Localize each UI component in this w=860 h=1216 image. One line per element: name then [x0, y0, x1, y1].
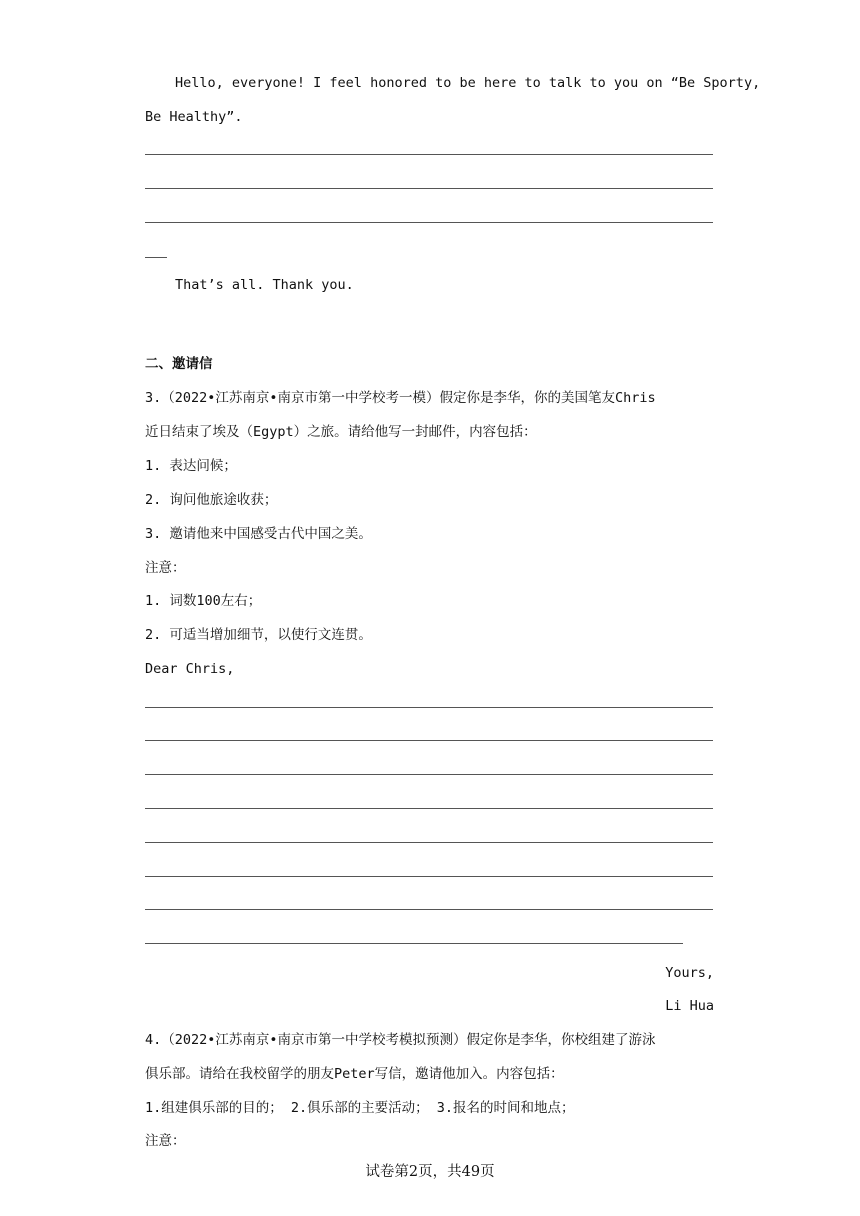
q3-note-1: 1. 词数100左右；: [145, 593, 262, 609]
answer-line: [145, 808, 713, 809]
page-footer: 试卷第2页，共49页: [365, 1164, 495, 1180]
q3-sign-off: Yours,: [665, 965, 714, 981]
section-heading: 二、邀请信: [145, 356, 213, 372]
answer-line-short: [145, 257, 167, 258]
q3-prompt-line2: 近日结束了埃及（Egypt）之旅。请给他写一封邮件，内容包括：: [145, 424, 537, 440]
speech-opening-line2: Be Healthy”.: [145, 109, 243, 125]
answer-line: [145, 774, 713, 775]
q3-salutation: Dear Chris,: [145, 661, 235, 677]
q3-note-2: 2. 可适当增加细节，以使行文连贯。: [145, 627, 372, 643]
answer-line: [145, 222, 713, 223]
answer-line: [145, 707, 713, 708]
answer-line: [145, 188, 713, 189]
speech-opening-line1: Hello, everyone! I feel honored to be here to talk to you on “Be Sporty,: [175, 75, 761, 91]
answer-line: [145, 876, 713, 877]
answer-line: [145, 943, 683, 944]
q3-signature: Li Hua: [665, 998, 714, 1014]
answer-line: [145, 909, 713, 910]
q4-requirements: 1.组建俱乐部的目的； 2.俱乐部的主要活动； 3.报名的时间和地点；: [145, 1100, 575, 1116]
answer-line: [145, 842, 713, 843]
q3-prompt-line1: 3.（2022•江苏南京•南京市第一中学校考一模）假定你是李华，你的美国笔友Chris: [145, 390, 656, 406]
answer-line: [145, 154, 713, 155]
q4-prompt-line2: 俱乐部。请给在我校留学的朋友Peter写信，邀请他加入。内容包括：: [145, 1066, 564, 1082]
q3-requirement-1: 1. 表达问候；: [145, 458, 237, 474]
speech-closing: That’s all. Thank you.: [175, 277, 354, 293]
q4-note-label: 注意：: [145, 1133, 186, 1149]
q3-note-label: 注意：: [145, 560, 186, 576]
q3-requirement-2: 2. 询问他旅途收获；: [145, 492, 278, 508]
answer-line: [145, 740, 713, 741]
q3-requirement-3: 3. 邀请他来中国感受古代中国之美。: [145, 526, 372, 542]
q4-prompt-line1: 4.（2022•江苏南京•南京市第一中学校考模拟预测）假定你是李华，你校组建了游泳: [145, 1032, 656, 1048]
